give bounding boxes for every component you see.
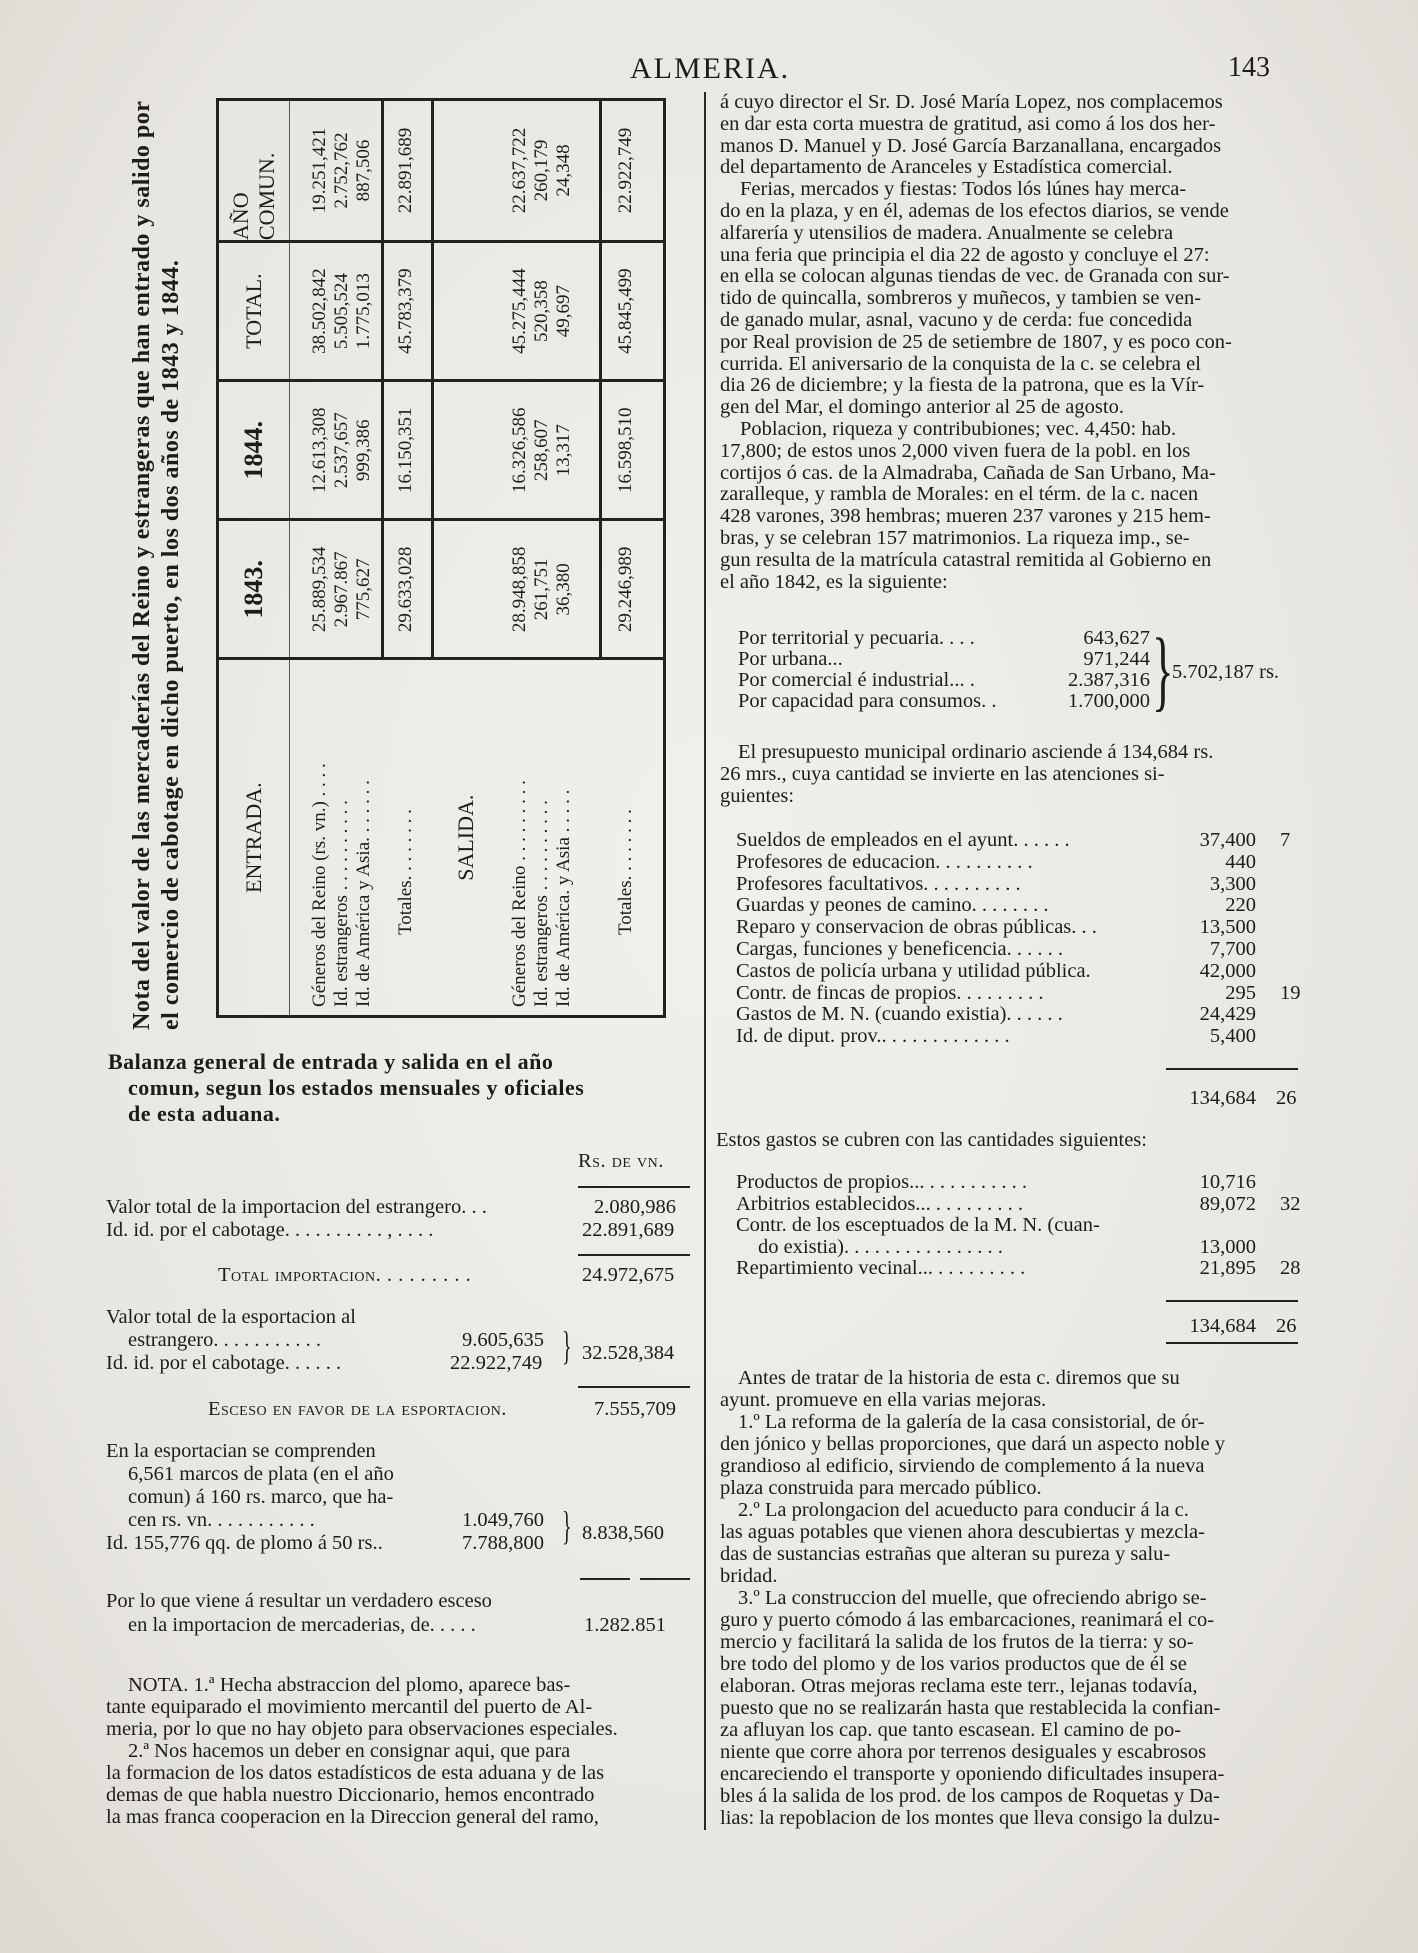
gastos-label: Profesores facultativos. . . . . . . . . . [736, 872, 1021, 895]
nota-line: la mas franca cooperacion en la Direccion general del ramo, [106, 1806, 599, 1828]
ingresos-total-cents: 26 [1276, 1315, 1297, 1337]
text-line: por Real provision de 25 de setiembre de 1807, y es poco con- [720, 330, 1232, 353]
ingresos-label: Arbitrios establecidos... . . . . . . . . . [736, 1192, 1023, 1215]
gastos-value: 3,300 [1209, 872, 1256, 895]
rule [578, 1386, 690, 1388]
text-line: en dar esta corta muestra de gratitud, asi como á los dos her- [720, 112, 1216, 135]
text-line: mercio y facilitará la salida de los frutos de la tierra: y so- [720, 1631, 1194, 1653]
text-line: á cuyo director el Sr. D. José María Lopez, nos complacemos [720, 91, 1223, 113]
header-1843: 1843. [219, 521, 290, 657]
riqueza-label: Por capacidad para consumos. . [738, 690, 997, 712]
cell-total: 29.633,028 [395, 546, 416, 633]
separator [431, 243, 434, 379]
final-value: 1.282.851 [584, 1614, 666, 1636]
rotated-trade-table [128, 92, 678, 1030]
unit-label: Rs. de vn. [578, 1150, 664, 1172]
gastos-label: Id. de diput. prov.. . . . . . . . . . . . . [736, 1025, 1010, 1048]
separator [381, 243, 384, 379]
text-line: en ella se colocan algunas tiendas de vec. de Granada con sur- [720, 265, 1230, 288]
riqueza-label: Por territorial y pecuaria. . . . [738, 627, 975, 649]
cell: 2.967.867 [331, 551, 352, 628]
ingresos-label: Repartimiento vecinal... . . . . . . . . . [736, 1257, 1026, 1280]
final-line: Por lo que viene á resultar un verdadero esceso [106, 1590, 492, 1612]
page-title: ALMERIA. [630, 52, 791, 85]
text-line: das de sustancias estrañas que alteran su pureza y salu- [720, 1543, 1171, 1565]
separator [599, 382, 602, 518]
rule [580, 1578, 630, 1580]
row-label: Id. de América y Asia. . . . . . . [353, 780, 374, 1007]
balanza-title: Balanza general de entrada y salida en el año [108, 1049, 554, 1074]
gastos-total-value: 134,684 [1189, 1087, 1256, 1109]
rule [640, 1578, 690, 1580]
col-ano-comun [219, 101, 663, 240]
separator [431, 521, 434, 657]
nota-line: la formacion de los datos estadísticos de esta aduana y de las [106, 1762, 605, 1784]
header-ano-comun: AÑO COMUN. [219, 101, 290, 240]
label-column [219, 657, 663, 1015]
cell: 36,380 [553, 563, 574, 616]
gastos-label: Castos de policía urbana y utilidad pública. [736, 959, 1091, 982]
cell: 887,506 [353, 139, 374, 202]
nota-line: NOTA. 1.ª Hecha abstraccion del plomo, aparece bas- [128, 1674, 571, 1696]
gastos-value: 295 [1225, 981, 1256, 1004]
plata-line: En la esportacian se comprenden [106, 1440, 376, 1462]
cell: 2.537,657 [331, 412, 352, 489]
plata-line: comun) á 160 rs. marco, que ha- [128, 1486, 394, 1508]
text-line: encareciendo el transporte y oponiendo dificultades insupera- [720, 1763, 1225, 1785]
riqueza-label: Por urbana... [738, 648, 843, 670]
header-salida: SALIDA. [453, 794, 478, 881]
separator [599, 243, 602, 379]
text-line: manos D. Manuel y D. José García Barzanallana, encargados [720, 134, 1222, 157]
nota-line: tante equiparado el movimiento mercantil del puerto de Al- [106, 1696, 593, 1718]
ingresos-label: Productos de propios... . . . . . . . . . . [736, 1171, 1027, 1193]
text-line: dia 26 de diciembre; y la fiesta de la patrona, que es la Vír- [720, 374, 1205, 397]
cell-total: 22.891,689 [395, 127, 416, 214]
row-label: Id. estrangeros . . . . . . . . . . [331, 800, 352, 1007]
text-line: plaza construida para mercado público. [720, 1477, 1042, 1499]
ingresos-value: 13,000 [1199, 1235, 1256, 1258]
cell: 49,697 [553, 285, 574, 338]
nota-line: meria, por lo que no hay objeto para observaciones especiales. [106, 1718, 618, 1740]
gastos-value: 37,400 [1199, 829, 1256, 851]
riqueza-total: 5.702,187 rs. [1172, 661, 1280, 683]
text-line: del departamento de Aranceles y Estadística comercial. [720, 156, 1173, 179]
plata-line: cen rs. vn. . . . . . . . . . . [128, 1509, 315, 1531]
ingresos-cents: 32 [1280, 1192, 1301, 1215]
rule [578, 1254, 690, 1256]
column-divider [704, 92, 706, 1830]
cell-total: 16.150,351 [395, 407, 416, 493]
gastos-label: Profesores de educacion. . . . . . . . . . [736, 850, 1033, 873]
plata-value: 7.788,800 [462, 1532, 544, 1554]
gastos-value: 24,429 [1199, 1003, 1256, 1026]
text-line: Ferias, mercados y fiestas: Todos lós lúnes hay merca- [740, 178, 1187, 201]
text-line: puesto que no se realizarán hasta que restablecida la confian- [720, 1697, 1221, 1719]
total-import-label: Total importacion. . . . . . . . . [218, 1264, 472, 1286]
cell: 1.775,013 [353, 273, 374, 350]
gastos-cents: 19 [1280, 981, 1301, 1004]
ingresos-value: 89,072 [1199, 1192, 1256, 1215]
plata-line: Id. 155,776 qq. de plomo á 50 rs.. [106, 1532, 383, 1554]
cell: 775,627 [353, 558, 374, 621]
text-line: las aguas potables que vienen ahora descubiertas y mezcla- [720, 1521, 1205, 1543]
balanza-title: comun, segun los estados mensuales y oficiales [128, 1075, 585, 1100]
trade-table [216, 98, 666, 1018]
ingresos-label: Contr. de los esceptuados de la M. N. (cuan- [736, 1214, 1100, 1237]
cell: 258,607 [531, 419, 552, 482]
gastos-label: Contr. de fincas de propios. . . . . . . . . [736, 981, 1044, 1004]
text-line: lias: la repoblacion de los montes que lleva consigo la dulzu- [720, 1807, 1220, 1829]
col-1844 [219, 379, 663, 518]
balanza-title: de esta aduana. [128, 1101, 281, 1126]
separator [381, 521, 384, 657]
separator [599, 101, 602, 240]
row-label-totales: Totales. . . . . . . . [615, 809, 636, 935]
rule [1166, 1342, 1298, 1344]
riqueza-label: Por comercial é industrial... . [738, 669, 975, 691]
gastos-value: 5,400 [1209, 1025, 1256, 1048]
cell: 999,386 [353, 419, 374, 482]
text-line: alfarería y utensilios de madera. Anualmente se celebra [720, 221, 1174, 244]
text-line: una feria que principia el dia 22 de agosto y concluye el 27: [720, 243, 1210, 266]
text-line: guro y puerto cómodo á las embarcaciones, reanimará el co- [720, 1609, 1215, 1631]
text-line: 17,800; de estos unos 2,000 viven fuera de la pobl. en los [720, 439, 1191, 462]
gastos-value: 440 [1225, 850, 1256, 873]
gastos-label: Reparo y conservacion de obras públicas. . . [736, 916, 1097, 939]
brace: } [1152, 621, 1174, 720]
separator [431, 101, 434, 240]
riqueza-value: 2.387,316 [1068, 669, 1150, 691]
gastos-label: Guardas y peones de camino. . . . . . . . [736, 894, 1049, 917]
separator [381, 382, 384, 518]
text-line: Antes de tratar de la historia de esta c. diremos que su [738, 1367, 1180, 1389]
cell: 2.752,762 [331, 132, 352, 209]
gastos-label: Cargas, funciones y beneficencia. . . . . . [736, 938, 1063, 960]
cell-total: 16.598,510 [615, 407, 636, 493]
text-line: elaboran. Otras mejoras reclama este terr., lejanas todavía, [720, 1675, 1198, 1697]
col-1843 [219, 518, 663, 657]
export-line: Id. id. por el cabotage. . . . . . [106, 1352, 342, 1374]
page-number: 143 [1228, 52, 1270, 83]
import-value: 22.891,689 [582, 1219, 675, 1241]
text-line: 428 varones, 398 hembras; mueren 237 varones y 215 hem- [720, 505, 1211, 528]
brace: } [562, 1503, 572, 1548]
presupuesto-line: El presupuesto municipal ordinario asciende á 134,684 rs. [738, 741, 1214, 763]
cell: 13,317 [553, 424, 574, 477]
cubren-line: Estos gastos se cubren con las cantidades siguientes: [716, 1129, 1147, 1151]
cell-total: 45.845,499 [615, 268, 636, 354]
row-label: Géneros del Reino . . . . . . . . . [509, 780, 530, 1007]
nota-line: demas de que habla nuestro Diccionario, hemos encontrado [106, 1784, 595, 1806]
cell: 19.251,421 [309, 127, 330, 214]
cell: 5.505,524 [331, 273, 352, 350]
ingresos-total-value: 134,684 [1189, 1315, 1256, 1337]
row-label: Id. de América. y Asia . . . . . [553, 789, 574, 1007]
gastos-label: Sueldos de empleados en el ayunt. . . . . . [736, 829, 1070, 851]
riqueza-value: 971,244 [1083, 648, 1150, 670]
export-sum: 32.528,384 [582, 1342, 675, 1364]
ingresos-label: do existia). . . . . . . . . . . . . . . . [758, 1235, 1003, 1258]
text-line: den jónico y bellas proporciones, que dará un aspecto noble y [720, 1433, 1225, 1455]
cell-total: 45.783,379 [395, 268, 416, 354]
cell: 261,751 [531, 558, 552, 621]
gastos-value: 13,500 [1199, 916, 1256, 939]
export-value: 9.605,635 [462, 1329, 544, 1351]
plata-value: 1.049,760 [462, 1509, 544, 1531]
separator [431, 382, 434, 518]
cell-total: 29.246,989 [615, 546, 636, 633]
ingresos-value: 10,716 [1199, 1171, 1256, 1193]
text-line: el año 1842, es la siguiente: [720, 570, 948, 593]
text-line: cortijos ó cas. de la Almadraba, Cañada de San Urbano, Ma- [720, 461, 1216, 484]
text-line: niente que corre ahora por terrenos desiguales y escabrosos [720, 1741, 1207, 1763]
text-line: bridad. [720, 1565, 778, 1587]
row-label-totales: Totales. . . . . . . . [395, 809, 416, 935]
text-line: bre todo del plomo y de los varios productos que de él se [720, 1653, 1187, 1675]
ingresos-value: 21,895 [1199, 1257, 1256, 1280]
cell-total: 22.922,749 [615, 127, 636, 214]
cell: 24,348 [553, 144, 574, 197]
text-line: tido de quincalla, sombreros y muñecos, y tambien se ven- [720, 287, 1202, 310]
final-line: en la importacion de mercaderias, de. . . . . [128, 1614, 476, 1636]
cell: 260,179 [531, 139, 552, 202]
header-total: TOTAL. [219, 243, 290, 379]
cell: 38.502,842 [309, 268, 330, 354]
text-line: currida. El aniversario de la conquista de la c. se celebra el [720, 352, 1201, 375]
nota-line: 2.ª Nos hacemos un deber en consignar aqui, que para [128, 1740, 571, 1762]
export-line: Valor total de la esportacion al [106, 1306, 356, 1328]
import-value: 2.080,986 [594, 1196, 676, 1218]
text-line: ayunt. promueve en ella varias mejoras. [720, 1389, 1047, 1411]
text-line: 1.º La reforma de la galería de la casa consistorial, de ór- [738, 1411, 1205, 1433]
total-import-value: 24.972,675 [582, 1264, 675, 1286]
gastos-label: Gastos de M. N. (cuando existia). . . . . . [736, 1003, 1063, 1026]
row-label: Géneros del Reino (rs. vn.) . . . . [309, 763, 330, 1007]
text-line: de ganado mular, asnal, vacuno y de cerda: fue concedida [720, 309, 1193, 331]
text-line: 2.º La prolongacion del acueducto para conducir á la c. [738, 1499, 1189, 1521]
import-line: Valor total de la importacion del estrangero. . . [106, 1196, 487, 1218]
separator [599, 521, 602, 657]
row-label: Id. estrangeros . . . . . . . . . . [531, 800, 552, 1007]
text-line: Poblacion, riqueza y contribubiones; vec. 4,450: hab. [740, 418, 1177, 440]
import-line: Id. id. por el cabotage. . . . . . . . . . , . . . . [106, 1219, 434, 1241]
esceso-value: 7.555,709 [594, 1398, 676, 1420]
separator [381, 101, 384, 240]
text-line: gun resulta de la matrícula catastral remitida al Gobierno en [720, 548, 1212, 571]
text-line: bras, y se celebran 157 matrimonios. La riqueza imp., se- [720, 527, 1190, 549]
plata-line: 6,561 marcos de plata (en el año [128, 1463, 394, 1485]
col-total [219, 240, 663, 379]
cell: 12.613,308 [309, 407, 330, 493]
header-1844: 1844. [219, 382, 290, 518]
export-value: 22.922,749 [450, 1352, 543, 1374]
text-line: do en la plaza, y en él, ademas de los efectos diarios, se vende [720, 200, 1229, 222]
gastos-total-cents: 26 [1276, 1087, 1297, 1109]
gastos-value: 42,000 [1199, 959, 1256, 982]
table-note-title: Nota del valor de las mercaderías del Reino y estrangeras que han entrado y salido por el comercio de cabotage en dicho puerto, en los dos años de 1843 y 1844. [129, 101, 184, 1030]
presupuesto-line: 26 mrs., cuya cantidad se invierte en las atenciones si- [720, 763, 1165, 785]
rule [578, 1186, 690, 1188]
rule [1166, 1300, 1298, 1302]
cell: 16.326,586 [509, 407, 530, 493]
export-line: estrangero. . . . . . . . . . . [128, 1329, 321, 1351]
plata-sum: 8.838,560 [582, 1522, 664, 1544]
text-line: 3.º La construccion del muelle, que ofreciendo abrigo se- [738, 1587, 1207, 1609]
cell: 520,358 [531, 280, 552, 342]
cell: 25.889,534 [309, 546, 330, 633]
header-entrada: ENTRADA. [219, 660, 290, 1015]
gastos-cents: 7 [1280, 829, 1291, 851]
gastos-value: 7,700 [1209, 938, 1256, 960]
esceso-label: Esceso en favor de la esportacion. [208, 1398, 507, 1420]
riqueza-value: 1.700,000 [1068, 690, 1150, 712]
text-line: grandioso al edificio, sirviendo de complemento á la nueva [720, 1455, 1205, 1477]
cell: 45.275,444 [509, 268, 530, 354]
rule [1166, 1068, 1298, 1070]
presupuesto-line: guientes: [720, 785, 795, 807]
cell: 22.637,722 [509, 127, 530, 214]
text-line: za afluyan los cap. que tanto escasean. El camino de po- [720, 1719, 1182, 1741]
text-line: bles á la salida de los prod. de los campos de Roquetas y Da- [720, 1785, 1220, 1807]
riqueza-value: 643,627 [1083, 627, 1150, 649]
text-line: gen del Mar, el domingo anterior al 25 de agosto. [720, 396, 1124, 419]
ingresos-cents: 28 [1280, 1257, 1301, 1280]
cell: 28.948,858 [509, 546, 530, 633]
text-line: zaralleque, y rambla de Morales: en el térm. de la c. nacen [720, 483, 1199, 506]
gastos-value: 220 [1225, 894, 1256, 917]
brace: } [562, 1323, 572, 1368]
